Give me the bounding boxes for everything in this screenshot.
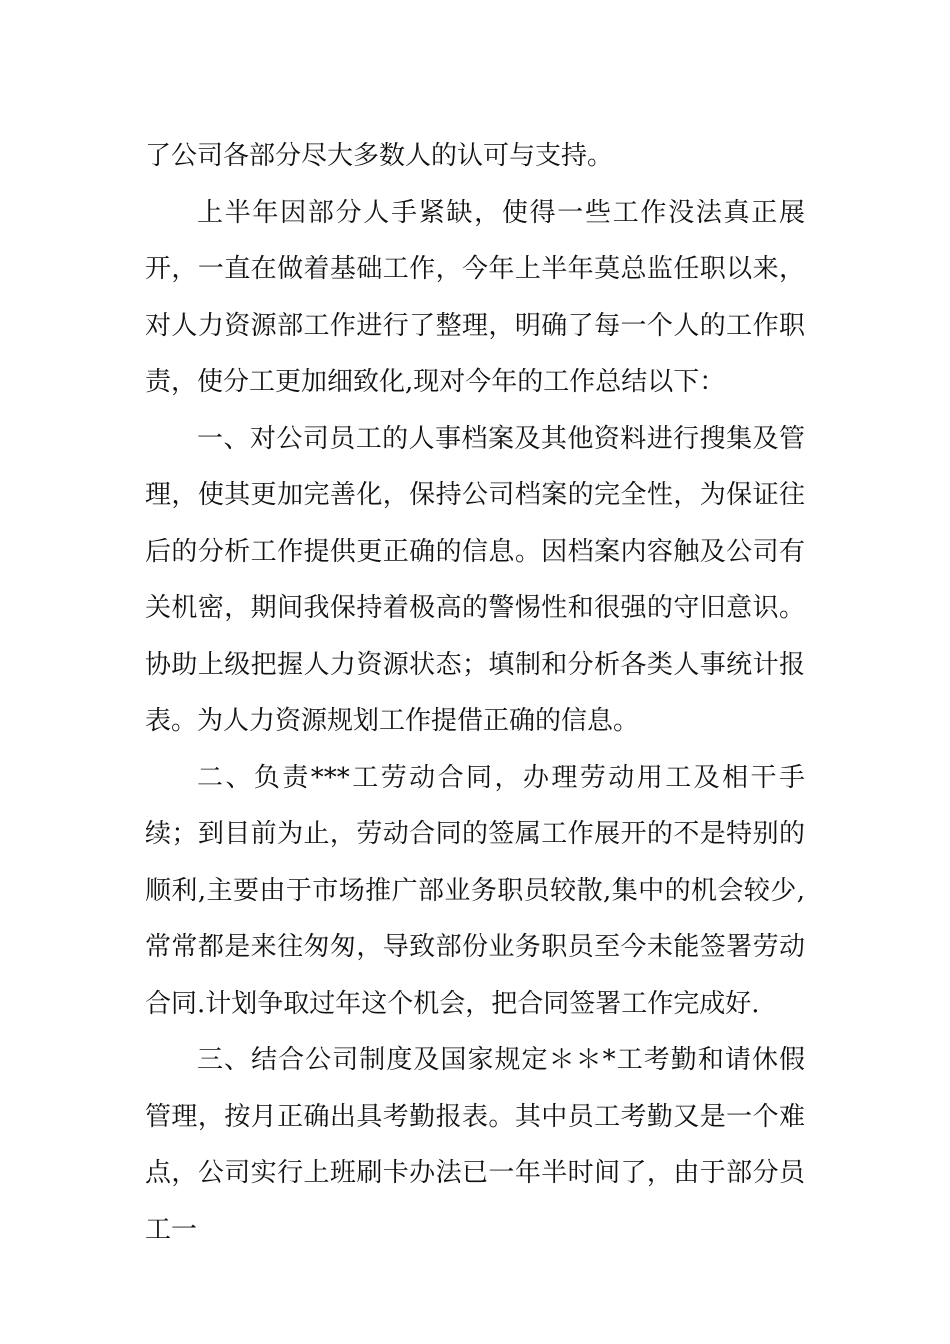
paragraph-section-2: 二、负责***工劳动合同，办理劳动用工及相干手续；到目前为止，劳动合同的签属工作展开的不是特别的顺利,主要由于市场推广部业务职员较散,集中的机会较少,常常都是来往匆匆，导致部份业务职员至今未能签署劳动合同.计划争取过年这个机会，把合同签署工作完成好. [145,762,805,1019]
paragraph-section-1: 一、对公司员工的人事档案及其他资料进行搜集及管理，使其更加完善化，保持公司档案的完全性，为保证往后的分析工作提供更正确的信息。因档案内容触及公司有关机密，期间我保持着极高的警惕性和很强的守旧意识。协助上级把握人力资源状态；填制和分析各类人事统计报表。为人力资源规划工作提借正确的信息。 [145,423,805,736]
document-body [145,128,805,1258]
paragraph-section-3: 三、结合公司制度及国家规定＊＊*工考勤和请休假管理，按月正确出具考勤报表。其中员工考勤又是一个难点，公司实行上班刷卡办法已一年半时间了，由于部分员工一 [145,1045,805,1245]
paragraph-continuation: 了公司各部分尽大多数人的认可与支持。 [145,141,614,171]
paragraph-intro: 上半年因部分人手紧缺，使得一些工作没法真正展开，一直在做着基础工作，今年上半年莫总监任职以来，对人力资源部工作进行了整理，明确了每一个人的工作职责，使分工更加细致化,现对今年的工作总结以下： [145,197,805,397]
